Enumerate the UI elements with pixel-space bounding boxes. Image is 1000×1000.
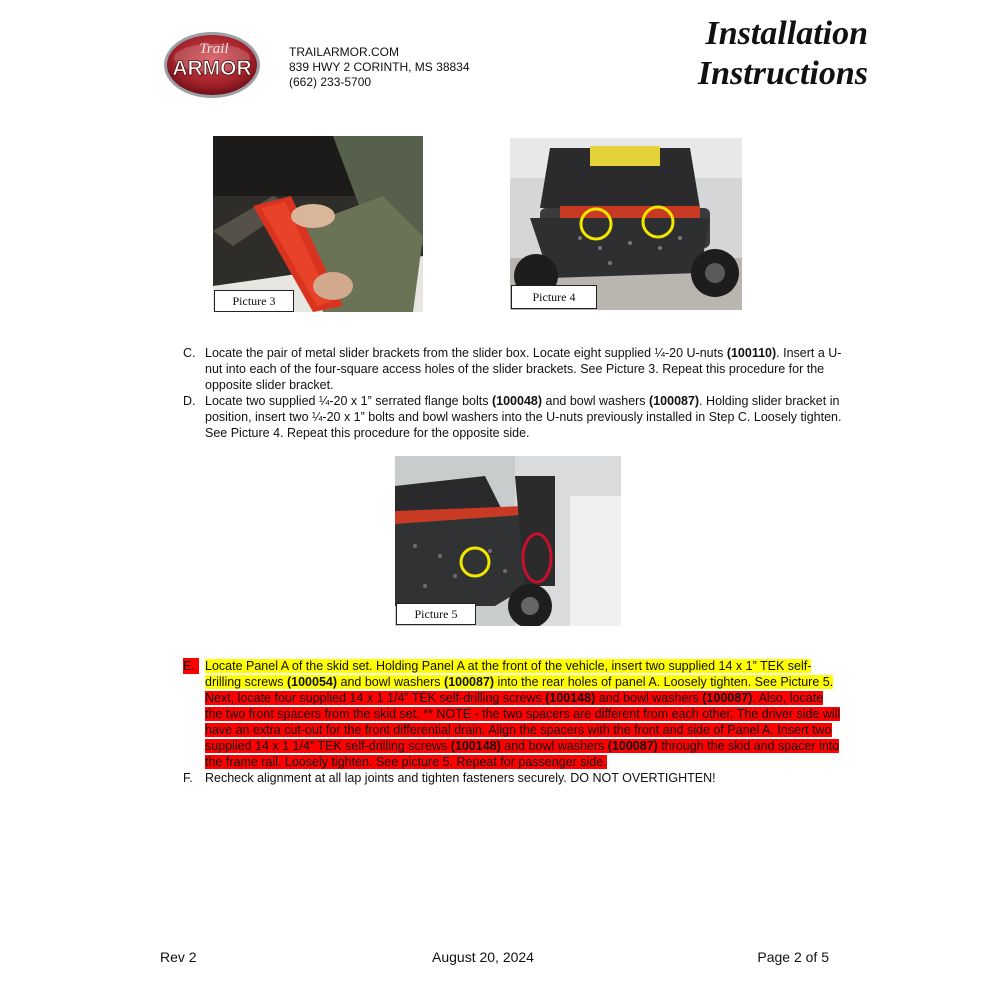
step-d-text-2: and bowl washers [542,394,650,408]
part-number-100054: (100054) [286,675,338,689]
footer-date: August 20, 2024 [432,949,534,965]
step-d-text-3: . Holding slider bracket in position, insert two ¼-20 x 1” bolts and bowl washers into the U-nuts previously installed in Step C. Loosely tighten. See Picture 4. Repeat this procedure for the opposite side. [205,394,842,440]
step-e-red-text-5: through the skid and spacer into the frame rail. Loosely tighten. See picture 5. Repeat for passenger side. [205,739,840,769]
step-e-red-text-2: and bowl washers [595,691,703,705]
document-title [698,14,868,94]
picture-3-photo [213,136,423,312]
panel-a-installed-image [395,456,621,626]
company-website: TRAILARMOR.COM [289,45,400,59]
picture-5-caption: Picture 5 [396,603,476,625]
company-address: 839 HWY 2 CORINTH, MS 38834 [289,60,470,74]
step-c-text-2: . Insert a U-nut into each of the four-square access holes of the slider brackets. See Picture 3. Repeat this procedure for the opposite slider bracket. [205,346,842,392]
step-e-red-text-4: and bowl washers [500,739,608,753]
steps-c-d [183,345,843,441]
part-number-100148-a: (100148) [545,691,596,705]
step-f [183,770,843,786]
part-number-100087-a: (100087) [444,675,495,689]
title-line-2: Instructions [697,55,868,92]
step-e-red-text-3: . Also, locate the two front spacers from the skid set. ** NOTE - the two spacers are different from each other. The driver side will have an extra cut-out for the front differential drain. Align the spacers with the front and side of Panel A. Insert two supplied 14 x 1 1/4” TEK self-drilling screws [205,691,841,753]
picture-4-caption: Picture 4 [511,285,597,309]
part-number-100087-b: (100087) [702,691,753,705]
picture-5-photo [395,456,621,626]
step-d-letter: D. [183,394,196,408]
part-number-100148-b: (100148) [450,739,501,753]
footer-revision: Rev 2 [160,949,197,965]
title-line-1: Installation [705,15,868,52]
steps-e-f [183,658,843,786]
trail-armor-logo [162,30,262,100]
logo-emblem [162,30,262,100]
company-phone: (662) 233-5700 [289,75,372,89]
part-number-100087-c: (100087) [607,739,658,753]
picture-3-caption: Picture 3 [214,290,294,312]
step-e-red-text-1: Next, locate four supplied 14 x 1 1/4” TEK self-drilling screws [205,691,546,705]
step-d [183,393,843,441]
step-d-text-1: Locate two supplied ¼-20 x 1” serrated flange bolts [205,394,492,408]
part-number-100110: (100110) [726,346,777,360]
picture-4-photo [510,138,742,310]
step-c-letter: C. [183,346,196,360]
footer-page-number: Page 2 of 5 [757,949,829,965]
slider-bracket-image [213,136,423,312]
part-number-100087: (100087) [649,394,700,408]
step-c [183,345,843,393]
logo-text-armor: ARMOR [172,57,252,80]
step-e-yellow-text-3: into the rear holes of panel A. Loosely tighten. See Picture 5. [494,675,834,689]
part-number-100048: (100048) [491,394,543,408]
step-e [183,658,843,770]
step-e-yellow-text-1: Locate Panel A of the skid set. Holding Panel A at the front of the vehicle, insert two supplied 14 x 1” TEK self-drilling screws [205,659,812,689]
step-f-letter: F. [183,771,193,785]
company-contact [289,45,470,90]
step-f-text: Recheck alignment at all lap joints and tighten fasteners securely. DO NOT OVERTIGHTEN! [205,771,716,785]
step-e-letter: E. [183,658,199,674]
step-e-yellow-text-2: and bowl washers [337,675,445,689]
logo-text-trail: Trail [199,41,229,57]
step-c-text-1: Locate the pair of metal slider brackets from the slider box. Locate eight supplied ¼-20 U-nuts [205,346,727,360]
